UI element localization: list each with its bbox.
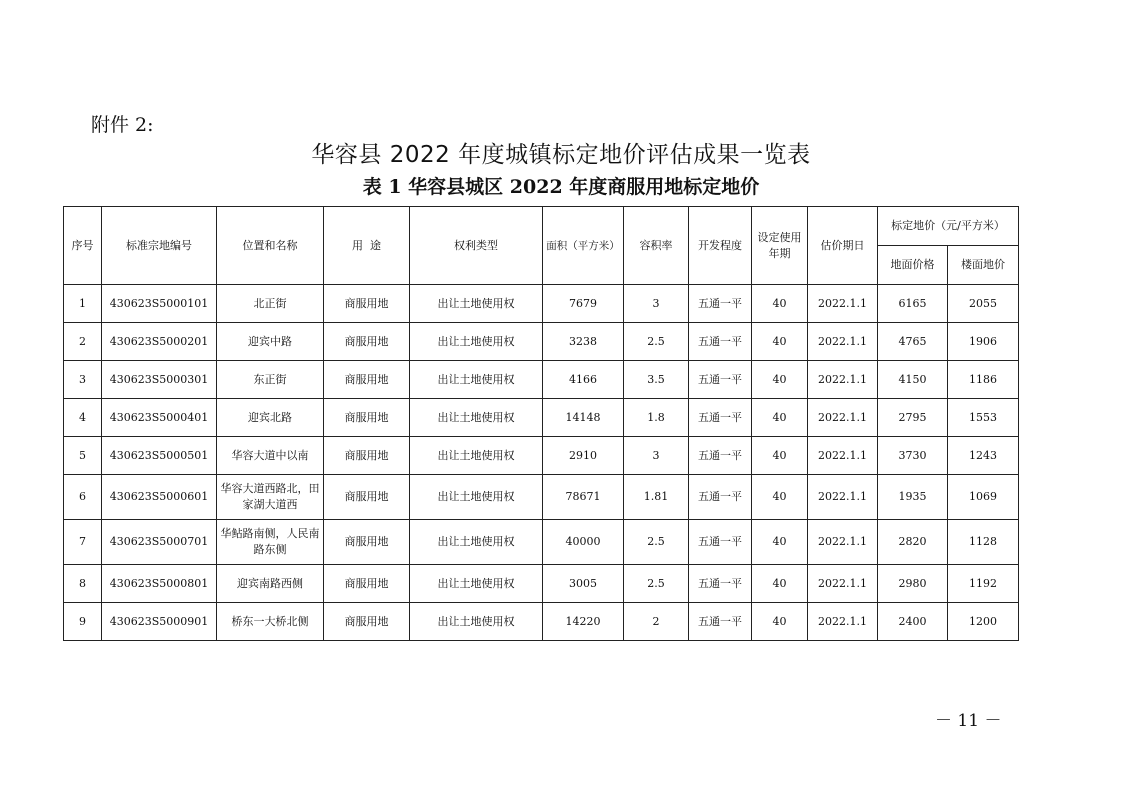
table-row <box>64 323 1019 361</box>
cell-area: 3005 <box>543 565 624 603</box>
cell-date: 2022.1.1 <box>808 603 878 641</box>
cell-area: 78671 <box>543 475 624 520</box>
cell-code: 430623S5000701 <box>102 520 217 565</box>
header-code: 标准宗地编号 <box>102 207 217 285</box>
header-location: 位置和名称 <box>217 207 324 285</box>
cell-years: 40 <box>752 565 808 603</box>
cell-code: 430623S5000901 <box>102 603 217 641</box>
cell-years: 40 <box>752 437 808 475</box>
cell-dev: 五通一平 <box>689 475 752 520</box>
cell-dev: 五通一平 <box>689 437 752 475</box>
header-price-group: 标定地价（元/平方米） <box>878 207 1019 246</box>
cell-floor-price: 1906 <box>948 323 1019 361</box>
header-right: 权利类型 <box>410 207 543 285</box>
cell-area: 2910 <box>543 437 624 475</box>
cell-dev: 五通一平 <box>689 323 752 361</box>
cell-floor-price: 1200 <box>948 603 1019 641</box>
table-row <box>64 285 1019 323</box>
cell-far: 1.8 <box>624 399 689 437</box>
table-subtitle: 表 1 华容县城区 2022 年度商服用地标定地价 <box>362 176 760 198</box>
cell-location: 华容大道中以南 <box>217 437 324 475</box>
cell-area: 3238 <box>543 323 624 361</box>
cell-code: 430623S5000301 <box>102 361 217 399</box>
cell-date: 2022.1.1 <box>808 285 878 323</box>
cell-date: 2022.1.1 <box>808 437 878 475</box>
cell-right: 出让土地使用权 <box>410 603 543 641</box>
cell-years: 40 <box>752 399 808 437</box>
cell-use: 商服用地 <box>324 285 410 323</box>
cell-dev: 五通一平 <box>689 361 752 399</box>
cell-date: 2022.1.1 <box>808 520 878 565</box>
cell-years: 40 <box>752 603 808 641</box>
cell-far: 3.5 <box>624 361 689 399</box>
cell-floor-price: 1069 <box>948 475 1019 520</box>
cell-right: 出让土地使用权 <box>410 520 543 565</box>
cell-land-price: 3730 <box>878 437 948 475</box>
cell-floor-price: 1192 <box>948 565 1019 603</box>
cell-seq: 7 <box>64 520 102 565</box>
cell-far: 2 <box>624 603 689 641</box>
cell-location: 迎宾中路 <box>217 323 324 361</box>
cell-right: 出让土地使用权 <box>410 361 543 399</box>
cell-location: 华鲇路南侧，人民南路东侧 <box>217 520 324 565</box>
cell-floor-price: 1243 <box>948 437 1019 475</box>
cell-area: 14148 <box>543 399 624 437</box>
cell-seq: 1 <box>64 285 102 323</box>
header-land-price: 地面价格 <box>878 246 948 285</box>
cell-area: 14220 <box>543 603 624 641</box>
cell-code: 430623S5000401 <box>102 399 217 437</box>
header-seq: 序号 <box>64 207 102 285</box>
cell-seq: 5 <box>64 437 102 475</box>
cell-seq: 6 <box>64 475 102 520</box>
table-row <box>64 437 1019 475</box>
cell-land-price: 4150 <box>878 361 948 399</box>
cell-right: 出让土地使用权 <box>410 437 543 475</box>
cell-years: 40 <box>752 323 808 361</box>
cell-use: 商服用地 <box>324 475 410 520</box>
cell-far: 2.5 <box>624 323 689 361</box>
cell-location: 北正街 <box>217 285 324 323</box>
cell-years: 40 <box>752 520 808 565</box>
cell-right: 出让土地使用权 <box>410 323 543 361</box>
cell-use: 商服用地 <box>324 520 410 565</box>
cell-land-price: 1935 <box>878 475 948 520</box>
cell-use: 商服用地 <box>324 399 410 437</box>
cell-land-price: 4765 <box>878 323 948 361</box>
cell-dev: 五通一平 <box>689 603 752 641</box>
table-row <box>64 475 1019 520</box>
cell-seq: 9 <box>64 603 102 641</box>
cell-far: 1.81 <box>624 475 689 520</box>
cell-right: 出让土地使用权 <box>410 285 543 323</box>
cell-use: 商服用地 <box>324 603 410 641</box>
cell-years: 40 <box>752 285 808 323</box>
cell-code: 430623S5000101 <box>102 285 217 323</box>
cell-land-price: 2820 <box>878 520 948 565</box>
land-price-table <box>63 206 1019 641</box>
cell-location: 迎宾南路西侧 <box>217 565 324 603</box>
attachment-label: 附件 2: <box>91 114 154 136</box>
cell-date: 2022.1.1 <box>808 565 878 603</box>
cell-floor-price: 1128 <box>948 520 1019 565</box>
cell-land-price: 6165 <box>878 285 948 323</box>
cell-code: 430623S5000801 <box>102 565 217 603</box>
cell-use: 商服用地 <box>324 361 410 399</box>
cell-dev: 五通一平 <box>689 285 752 323</box>
cell-far: 3 <box>624 285 689 323</box>
cell-floor-price: 2055 <box>948 285 1019 323</box>
cell-seq: 4 <box>64 399 102 437</box>
cell-dev: 五通一平 <box>689 565 752 603</box>
table-row <box>64 565 1019 603</box>
cell-land-price: 2795 <box>878 399 948 437</box>
table-row <box>64 361 1019 399</box>
table-row <box>64 520 1019 565</box>
cell-floor-price: 1186 <box>948 361 1019 399</box>
cell-use: 商服用地 <box>324 323 410 361</box>
header-dev: 开发程度 <box>689 207 752 285</box>
cell-date: 2022.1.1 <box>808 361 878 399</box>
header-years: 设定使用年期 <box>752 207 808 285</box>
cell-location: 桥东一大桥北侧 <box>217 603 324 641</box>
header-date: 估价期日 <box>808 207 878 285</box>
table-row <box>64 603 1019 641</box>
cell-seq: 3 <box>64 361 102 399</box>
cell-area: 40000 <box>543 520 624 565</box>
cell-far: 2.5 <box>624 520 689 565</box>
document-title: 华容县 2022 年度城镇标定地价评估成果一览表 <box>311 142 811 168</box>
cell-years: 40 <box>752 361 808 399</box>
cell-years: 40 <box>752 475 808 520</box>
cell-use: 商服用地 <box>324 437 410 475</box>
cell-floor-price: 1553 <box>948 399 1019 437</box>
cell-use: 商服用地 <box>324 565 410 603</box>
cell-date: 2022.1.1 <box>808 475 878 520</box>
page-number: － 11 － <box>935 711 1002 731</box>
cell-land-price: 2400 <box>878 603 948 641</box>
cell-date: 2022.1.1 <box>808 399 878 437</box>
cell-code: 430623S5000501 <box>102 437 217 475</box>
cell-dev: 五通一平 <box>689 399 752 437</box>
table-row <box>64 399 1019 437</box>
cell-far: 3 <box>624 437 689 475</box>
cell-far: 2.5 <box>624 565 689 603</box>
header-floor-price: 楼面地价 <box>948 246 1019 285</box>
cell-right: 出让土地使用权 <box>410 565 543 603</box>
cell-right: 出让土地使用权 <box>410 475 543 520</box>
cell-right: 出让土地使用权 <box>410 399 543 437</box>
cell-code: 430623S5000601 <box>102 475 217 520</box>
cell-area: 7679 <box>543 285 624 323</box>
cell-area: 4166 <box>543 361 624 399</box>
cell-seq: 8 <box>64 565 102 603</box>
cell-location: 迎宾北路 <box>217 399 324 437</box>
header-area: 面积（平方米） <box>543 207 624 285</box>
cell-dev: 五通一平 <box>689 520 752 565</box>
cell-location: 东正街 <box>217 361 324 399</box>
cell-date: 2022.1.1 <box>808 323 878 361</box>
cell-land-price: 2980 <box>878 565 948 603</box>
cell-location: 华容大道西路北，田家湖大道西 <box>217 475 324 520</box>
header-far: 容积率 <box>624 207 689 285</box>
cell-code: 430623S5000201 <box>102 323 217 361</box>
header-use: 用 途 <box>324 207 410 285</box>
cell-seq: 2 <box>64 323 102 361</box>
